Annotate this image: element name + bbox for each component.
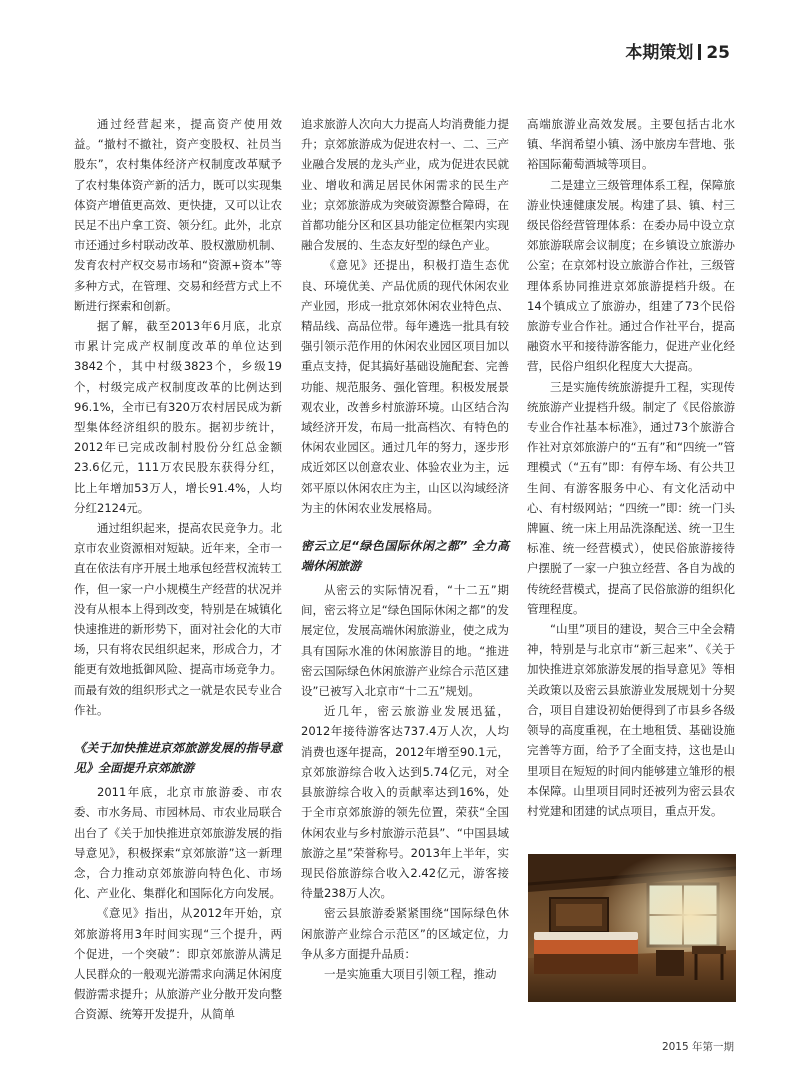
paragraph: 二是建立三级管理体系工程，保障旅游业快速健康发展。构建了县、镇、村三级民俗经营管理体系：在委办局中设立京郊旅游联席会议制度；在乡镇设立旅游办公室；在京郊村设立旅游合作社，三级管理体系协同推进京郊旅游提档升级。在14个镇成立了旅游办，组建了73个民俗旅游专业合作社。通过合作社平台，提高融资水平和接待游客能力，促进产业化经营，民俗户组织化程度大大提高。 (527, 177, 735, 374)
page-header (625, 38, 730, 63)
paragraph: 《意见》还提出，积极打造生态优良、环境优美、产品优质的现代休闲农业产业园，形成一批京郊休闲农业特色点、精品线、高品位带。每年遴选一批具有较强引领示范作用的休闲农业园区项目加以重点支持，促其搞好基础设施配套、完善功能、规范服务、强化管理。积极发展景观农业，改善乡村旅游环境。山区结合沟域经济开发，布局一批高档次、有特色的休闲农业园区。通过几年的努力，逐步形成近郊区以创意农业、体验农业为主，远郊平原以休闲农庄为主，山区以沟域经济为主的休闲农业发展格局。 (301, 258, 509, 515)
header-divider (698, 44, 701, 60)
section-spacer (74, 720, 282, 730)
hotel-room-photo (528, 854, 736, 1002)
issue-footer: 2015 年第一期 (661, 1041, 734, 1053)
paragraph: 密云县旅游委紧紧围绕“国际绿色休闲旅游产业综合示范区”的区域定位，力争从多方面提升品质： (301, 906, 509, 961)
section-heading: 《关于加快推进京郊旅游发展的指导意见》全面提升京郊旅游 (74, 741, 282, 776)
article-column-3 (527, 114, 735, 821)
paragraph: 高端旅游业高效发展。主要包括古北水镇、华润希望小镇、汤中旅房车营地、张裕国际葡萄酒城等项目。 (527, 117, 735, 172)
paragraph: 近几年，密云旅游业发展迅猛，2012年接待游客达737.4万人次，人均消费也逐年提高，2012年增至90.1元，京郊旅游综合收入达到5.74亿元，对全县旅游综合收入的贡献率达到16%，处于全市京郊旅游的领先位置，荣获“全国休闲农业与乡村旅游示范县”、“中国县域旅游之星”荣誉称号。2013年上半年，实现民俗旅游综合收入2.42亿元，游客接待量238万人次。 (301, 704, 509, 901)
paragraph: 追求旅游人次向大力提高人均消费能力提升；京郊旅游成为促进农村一、二、三产业融合发展的龙头产业，成为促进农民就业、增收和满足居民休闲需求的民生产业；京郊旅游成为突破资源整合障碍，在首都功能分区和区县功能定位框架内实现融合发展的、生态友好型的绿色产业。 (301, 117, 509, 253)
paragraph: 据了解，截至2013年6月底，北京市累计完成产权制度改革的单位达到3842个，其中村级3823个，乡级19个，村级完成产权制度改革的比例达到96.1%，全市已有320万农村居民成为新型集体经济组织的股东。据初步统计，2012年已完成改制村股份分红总金额23.6亿元，111万农民股东获得分红，比上年增加53万人，增长91.4%，人均分红2124元。 (74, 319, 282, 515)
paragraph: 从密云的实际情况看，“十二五”期间，密云将立足“绿色国际休闲之都”的发展定位，发展高端休闲旅游业，使之成为具有国际水准的休闲旅游目的地。“推进密云国际绿色休闲旅游产业综合示范区建设”已被写入北京市“十二五”规划。 (301, 583, 509, 699)
section-title: 本期策划 (625, 43, 694, 63)
section-heading: 密云立足“绿色国际休闲之都” 全力高端休闲旅游 (301, 539, 509, 574)
paragraph: 通过组织起来，提高农民竞争力。北京市农业资源相对短缺。近年来，全市一直在依法有序开展土地承包经营权流转工作，但一家一户小规模生产经营的状况并没有从根本上得到改变，特别是在城镇化快速推进的新形势下，面对社会化的大市场，只有将农民组织起来，形成合力，才能更有效地抵御风险、提高市场竞争力。而最有效的组织形式之一就是农民专业合作社。 (74, 521, 282, 717)
page-number: 25 (706, 43, 730, 63)
paragraph: 三是实施传统旅游提升工程，实现传统旅游产业提档升级。制定了《民俗旅游专业合作社基本标准》，通过73个旅游合作社对京郊旅游户的“五有”和“四统一”管理模式（“五有”即：有停车场、有公共卫生间、有游客服务中心、有文化活动中心、有村级网站；“四统一”即：统一门头牌匾、统一床上用品洗涤配送、统一卫生标准、统一经营模式），使民俗旅游接待户摆脱了一家一户独立经营、各自为战的传统经营模式，提高了民俗旅游的组织化管理程度。 (527, 379, 735, 616)
room-illustration (528, 854, 736, 1002)
paragraph: 《意见》指出，从2012年开始，京郊旅游将用3年时间实现“三个提升，两个促进，一个突破”：即京郊旅游从满足人民群众的一般观光游需求向满足休闲度假游需求提升；从旅游产业分散开发向整合资源、统筹开发提升，从简单 (74, 906, 282, 1022)
paragraph: 通过经营起来，提高资产使用效益。“撤村不撤社，资产变股权、社员当股东”，农村集体经济产权制度改革赋予了农村集体资产新的活力，既可以实现集体资产增值更高效、更快捷，又可以让农民足不出户拿工资、领分红。此外，北京市还通过乡村联动改革、股权激励机制、发育农村产权交易市场和“资源+资本”等多种方式，在管理、交易和经营方式上不断进行探索和创新。 (74, 117, 282, 313)
paragraph: 一是实施重大项目引领工程，推动 (324, 966, 497, 981)
article-column-1 (74, 114, 282, 1025)
paragraph: 2011年底，北京市旅游委、市农委、市水务局、市园林局、市农业局联合出台了《关于加快推进京郊旅游发展的指导意见》，积极探索“京郊旅游”这一新理念，合力推动京郊旅游向特色化、市场化、产业化、集群化和国际化方向发展。 (74, 785, 282, 901)
paragraph: “山里”项目的建设，契合三中全会精神，特别是与北京市“新三起来”、《关于加快推进京郊旅游发展的指导意见》等相关政策以及密云县旅游业发展规划十分契合，项目自建设初始便得到了市县乡各级领导的高度重视，在土地租赁、基础设施完善等方面，给予了全面支持，这也是山里项目在短短的时间内能够建立雏形的根本保障。山里项目同时还被列为密云县农村党建和团建的试点项目，重点开发。 (527, 622, 735, 818)
section-spacer (301, 518, 509, 528)
article-column-2 (301, 114, 509, 984)
